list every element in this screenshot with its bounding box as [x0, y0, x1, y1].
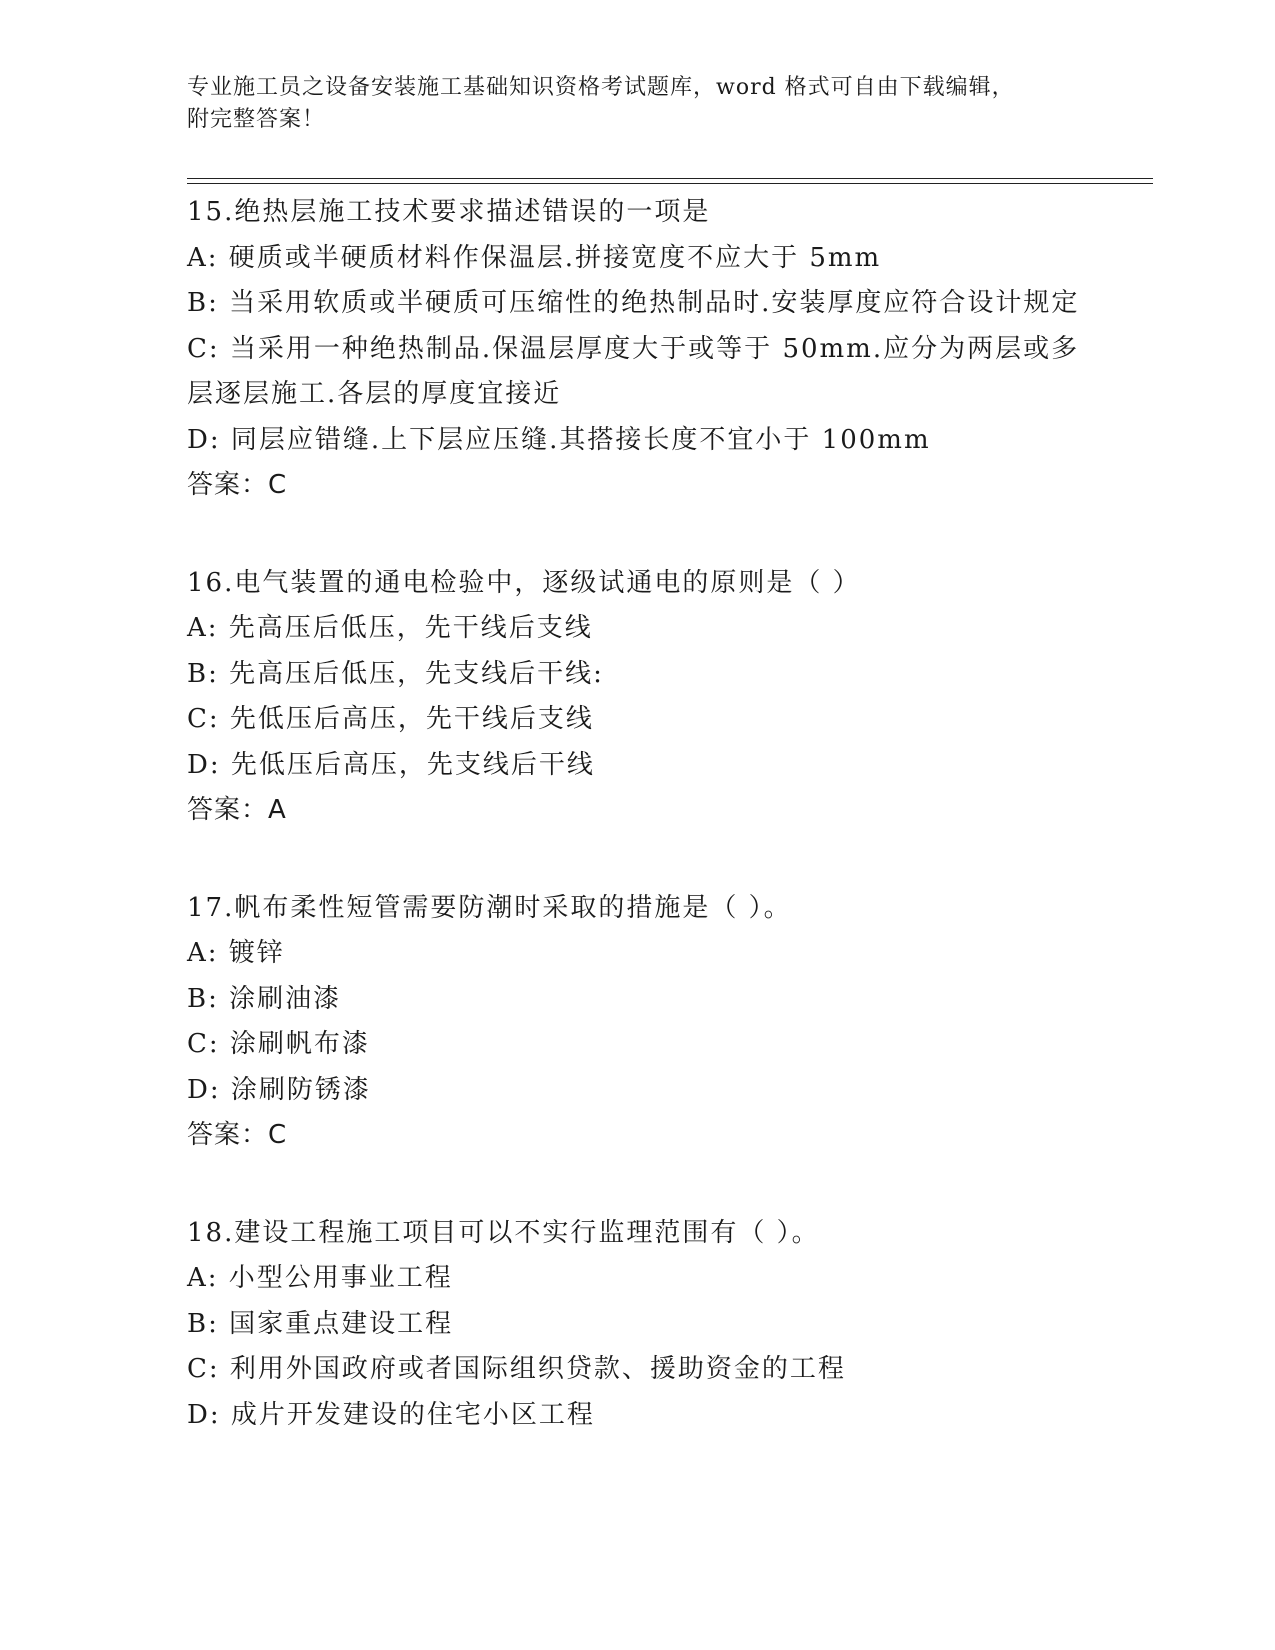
option-b: B: 当采用软质或半硬质可压缩性的绝热制品时.安装厚度应符合设计规定 [187, 288, 1080, 318]
answer-label: 答案：C [187, 470, 288, 500]
option-c: C: 当采用一种绝热制品.保温层厚度大于或等于 50mm.应分为两层或多层逐层施工.各层的厚度宜接近 [187, 333, 1080, 409]
answer-label: 答案：C [187, 1120, 288, 1150]
question-16 [187, 561, 1087, 834]
option-b: B: 先高压后低压，先支线后干线: [187, 658, 604, 689]
header-line-2: 附完整答案！ [187, 107, 326, 132]
question-list [187, 190, 1087, 1490]
question-stem: 16.电气装置的通电检验中，逐级试通电的原则是（ ） [187, 567, 861, 598]
answer-label: 答案：A [187, 795, 287, 825]
option-a: A: 小型公用事业工程 [187, 1263, 453, 1293]
option-b: B: 国家重点建设工程 [187, 1308, 454, 1339]
question-18 [187, 1211, 1087, 1439]
header-divider-top [187, 178, 1153, 179]
option-a: A: 硬质或半硬质材料作保温层.拼接宽度不应大于 5mm [187, 242, 882, 273]
header-divider-bottom [187, 183, 1153, 184]
question-stem: 15.绝热层施工技术要求描述错误的一项是 [187, 197, 711, 227]
option-d: D: 同层应错缝.上下层应压缝.其搭接长度不宜小于 100mm [187, 424, 931, 455]
option-c: C: 利用外国政府或者国际组织贷款、援助资金的工程 [187, 1354, 846, 1384]
option-c: C: 先低压后高压，先干线后支线 [187, 704, 594, 734]
option-d: D: 涂刷防锈漆 [187, 1074, 371, 1105]
option-c: C: 涂刷帆布漆 [187, 1029, 370, 1059]
option-a: A: 镀锌 [187, 938, 285, 968]
document-header [187, 72, 1087, 136]
question-stem: 17.帆布柔性短管需要防潮时采取的措施是（ ）。 [187, 892, 792, 923]
option-b: B: 涂刷油漆 [187, 983, 342, 1014]
header-line-1: 专业施工员之设备安装施工基础知识资格考试题库，word 格式可自由下载编辑， [187, 75, 1015, 100]
option-d: D: 先低压后高压，先支线后干线 [187, 749, 595, 780]
option-a: A: 先高压后低压，先干线后支线 [187, 613, 593, 643]
question-17 [187, 886, 1087, 1159]
question-15 [187, 190, 1087, 509]
question-stem: 18.建设工程施工项目可以不实行监理范围有（ ）。 [187, 1217, 820, 1248]
option-d: D: 成片开发建设的住宅小区工程 [187, 1399, 595, 1430]
